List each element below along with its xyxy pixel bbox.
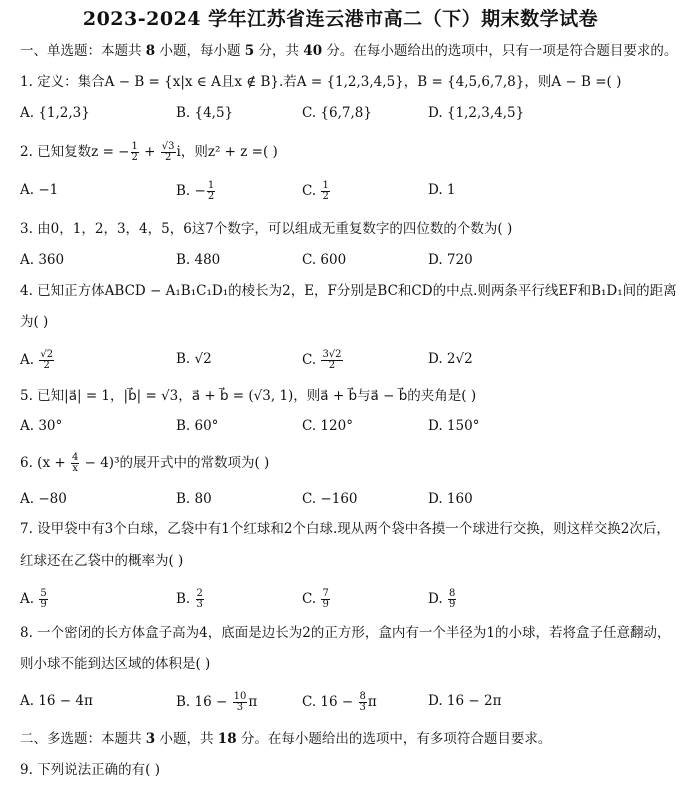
option-a: A. 360 bbox=[20, 252, 65, 268]
question-4-stem-line-2: 为( ) bbox=[20, 314, 49, 330]
option-c: C. $\frac{1}{2}$ bbox=[302, 180, 329, 202]
question-3-options bbox=[20, 251, 669, 271]
option-c: C. $\frac{3√2}{2}$ bbox=[302, 349, 342, 371]
question-4-options bbox=[20, 350, 669, 370]
option-c: C. {6,7,8} bbox=[302, 105, 372, 121]
option-c: C. 600 bbox=[302, 252, 347, 268]
option-d: D. {1,2,3,4,5} bbox=[428, 105, 525, 121]
question-2-stem: 2. 已知复数z = − $\frac{1}{2}$ + $\frac{√3}{2}$ i，则z² + z =( ) bbox=[20, 141, 278, 163]
option-c: C. 120° bbox=[302, 418, 353, 434]
option-c: C. 16 − $\frac{8}{3}$ π bbox=[302, 691, 377, 713]
option-c: C. −160 bbox=[302, 491, 358, 507]
question-7-stem-line-2: 红球还在乙袋中的概率为( ) bbox=[20, 553, 184, 569]
question-1-options bbox=[20, 104, 669, 124]
option-b: B. 60° bbox=[176, 418, 219, 434]
option-b: B. 80 bbox=[176, 491, 212, 507]
option-d: D. 150° bbox=[428, 418, 480, 434]
option-a: A. 30° bbox=[20, 418, 63, 434]
question-8-stem-line-2: 则小球不能到达区域的体积是( ) bbox=[20, 656, 211, 672]
option-b: B. √2 bbox=[176, 351, 212, 367]
section-header-multiple-choice: 二、多选题：本题共 3 小题，共 18 分。在每小题给出的选项中，有多项符合题目要求。 bbox=[20, 731, 552, 747]
question-7-stem-line-1: 7. 设甲袋中有3个白球，乙袋中有1个红球和2个白球.现从两个袋中各摸一个球进行交换，则这样交换2次后， bbox=[20, 521, 670, 537]
page-title: 2023-2024 学年江苏省连云港市高二（下）期末数学试卷 bbox=[82, 8, 599, 30]
fraction: $\frac{4}{x}$ bbox=[71, 452, 79, 474]
question-2-options bbox=[20, 181, 669, 201]
fraction: $\frac{√3}{2}$ bbox=[161, 141, 175, 163]
option-d: D. 1 bbox=[428, 182, 456, 198]
option-d: D. 16 − 2π bbox=[428, 693, 502, 709]
question-3-stem: 3. 由0，1，2，3，4，5，6这7个数字，可以组成无重复数字的四位数的个数为( ) bbox=[20, 221, 513, 237]
question-8-options bbox=[20, 692, 669, 712]
option-b: B. 480 bbox=[176, 252, 221, 268]
fraction: $\frac{1}{2}$ bbox=[131, 141, 138, 163]
option-a: A. $\frac{√2}{2}$ bbox=[20, 349, 54, 371]
question-5-options bbox=[20, 417, 669, 437]
question-4-stem-line-1: 4. 已知正方体ABCD − A₁B₁C₁D₁的棱长为2，E，F分别是BC和CD的中点.则两条平行线EF和B₁D₁间的距离 bbox=[20, 283, 677, 299]
option-a: A. $\frac{5}{9}$ bbox=[20, 588, 47, 610]
question-7-options bbox=[20, 589, 669, 609]
question-9-stem: 9. 下列说法正确的有( ) bbox=[20, 762, 160, 778]
section-header-single-choice: 一、单选题：本题共 8 小题，每小题 5 分，共 40 分。在每小题给出的选项中，只有一项是符合题目要求的。 bbox=[20, 43, 678, 59]
question-5-stem: 5. 已知|a⃗| = 1，|b⃗| = √3，a⃗ + b⃗ = (√3, 1)，则a⃗ + b⃗与a⃗ − b⃗的夹角是( ) bbox=[20, 388, 477, 404]
option-a: A. −80 bbox=[20, 491, 67, 507]
question-6-stem: 6. (x + $\frac{4}{x}$ − 4)³的展开式中的常数项为( ) bbox=[20, 452, 270, 474]
option-b: B. {4,5} bbox=[176, 105, 234, 121]
option-a: A. 16 − 4π bbox=[20, 693, 93, 709]
option-d: D. 720 bbox=[428, 252, 473, 268]
option-b: B. 16 − $\frac{10}{3}$ π bbox=[176, 691, 258, 713]
question-6-options bbox=[20, 490, 669, 510]
option-b: B. $\frac{2}{3}$ bbox=[176, 588, 203, 610]
option-d: D. 2√2 bbox=[428, 351, 473, 367]
option-d: D. $\frac{8}{9}$ bbox=[428, 588, 456, 610]
question-8-stem-line-1: 8. 一个密闭的长方体盒子高为4，底面是边长为2的正方形，盒内有一个半径为1的小球，若将盒子任意翻动， bbox=[20, 625, 671, 641]
question-1-stem: 1. 定义：集合A − B = {x|x ∈ A且x ∉ B}.若A = {1,2,3,4,5}，B = {4,5,6,7,8}，则A − B =( ) bbox=[20, 74, 622, 90]
option-b: B. − $\frac{1}{2}$ bbox=[176, 180, 215, 202]
option-a: A. {1,2,3} bbox=[20, 105, 90, 121]
option-d: D. 160 bbox=[428, 491, 473, 507]
option-c: C. $\frac{7}{9}$ bbox=[302, 588, 329, 610]
option-a: A. −1 bbox=[20, 182, 59, 198]
